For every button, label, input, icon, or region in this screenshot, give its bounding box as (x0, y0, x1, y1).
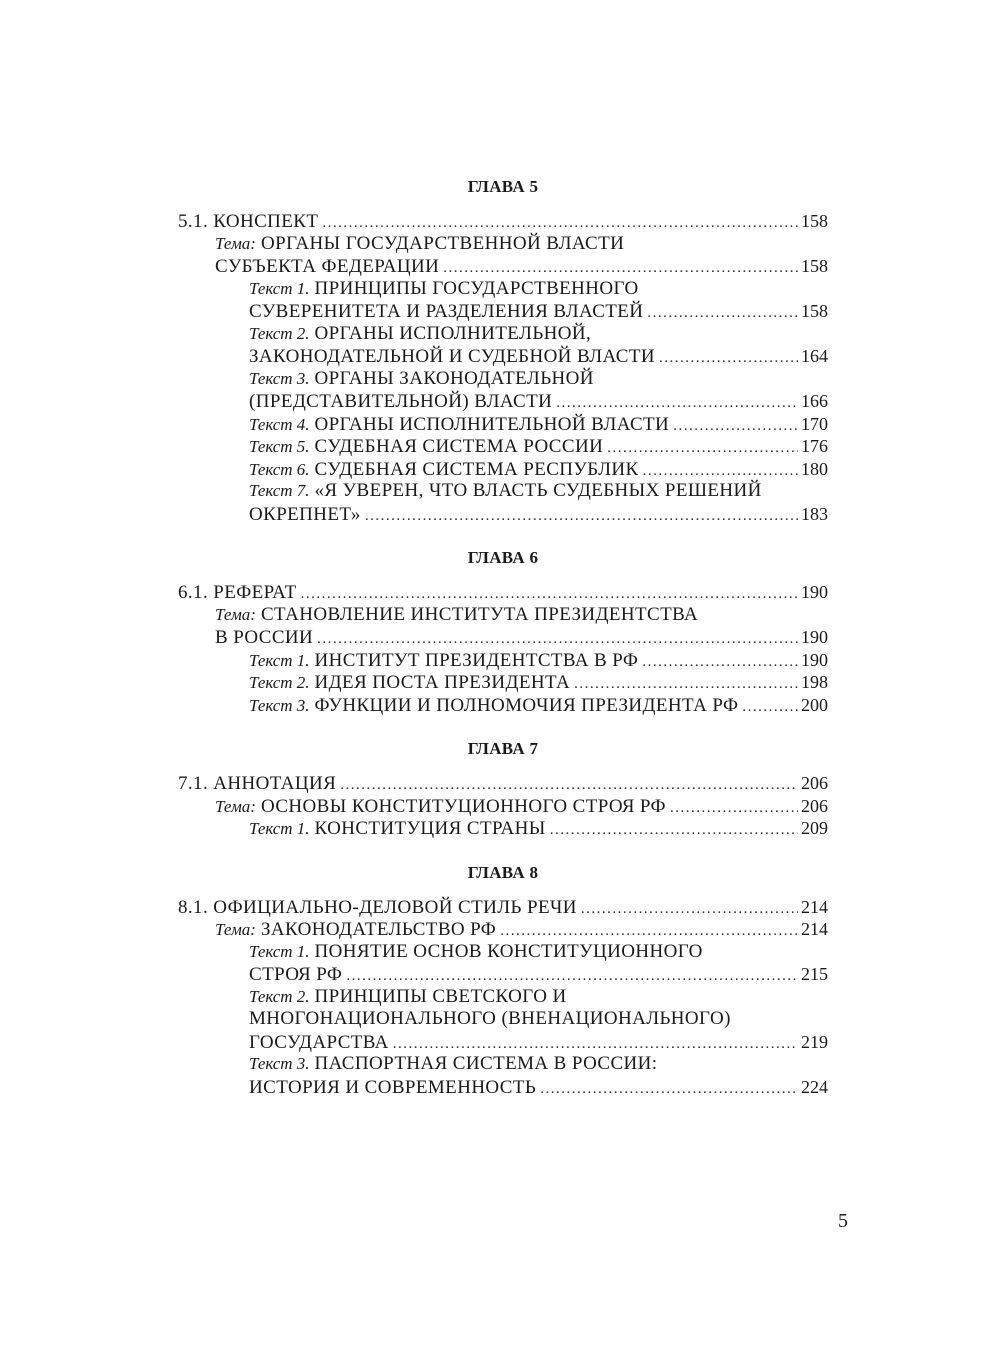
entry-label: Текст 3. (249, 368, 310, 388)
entry-page-number: 200 (801, 694, 828, 715)
entry-page-number: 183 (801, 503, 828, 524)
text-entry[interactable] (178, 323, 828, 346)
toc-list (178, 581, 828, 716)
dot-leader (556, 392, 798, 415)
entry-label: Текст 1. (249, 650, 310, 670)
text-entry[interactable] (178, 1008, 828, 1031)
chapter-block (178, 170, 828, 525)
entry-page-number: 209 (801, 818, 828, 838)
entry-page-number: 206 (801, 795, 828, 816)
text-entry[interactable] (178, 390, 828, 413)
entry-title: ЗАКОНОДАТЕЛЬНОЙ И СУДЕБНОЙ ВЛАСТИ (249, 346, 655, 367)
topic-entry[interactable] (178, 233, 828, 256)
entry-label: Текст 3. (249, 695, 310, 715)
entry-page-number: 198 (801, 672, 828, 692)
entry-title: ПРИНЦИПЫ СВЕТСКОГО И (314, 985, 567, 1007)
dot-leader (647, 302, 798, 325)
entry-title: (ПРЕДСТАВИТЕЛЬНОЙ) ВЛАСТИ (249, 391, 553, 412)
dot-leader (443, 257, 798, 280)
section-entry[interactable] (178, 896, 828, 919)
toc-list (178, 772, 828, 840)
entry-title: ОКРЕПНЕТ» (249, 503, 361, 525)
dot-leader (365, 505, 798, 528)
section-entry[interactable] (178, 772, 828, 795)
entry-title: 7.1. АННОТАЦИЯ (178, 773, 337, 794)
text-entry[interactable] (178, 986, 828, 1009)
entry-title: ПРИНЦИПЫ ГОСУДАРСТВЕННОГО (314, 277, 639, 299)
entry-label: Текст 2. (249, 986, 310, 1006)
entry-title: ИДЕЯ ПОСТА ПРЕЗИДЕНТА (314, 672, 571, 693)
entry-label: Тема: (215, 233, 256, 253)
dot-leader (581, 898, 798, 921)
text-entry[interactable] (178, 963, 828, 986)
entry-page-number: 164 (801, 346, 828, 366)
entry-title: ЗАКОНОДАТЕЛЬСТВО РФ (260, 919, 497, 940)
dot-leader (301, 583, 798, 606)
topic-entry[interactable] (178, 795, 828, 818)
entry-label: Тема: (215, 604, 256, 624)
text-entry[interactable] (178, 941, 828, 964)
topic-entry[interactable] (178, 604, 828, 627)
section-entry[interactable] (178, 581, 828, 604)
entry-label: Тема: (215, 796, 256, 816)
entry-page-number: 224 (801, 1076, 828, 1097)
entry-page-number: 158 (801, 301, 828, 321)
text-entry[interactable] (178, 413, 828, 436)
page-number: 5 (838, 1210, 848, 1232)
chapter-title: ГЛАВА 5 (467, 177, 539, 196)
text-entry[interactable] (178, 1076, 828, 1099)
entry-page-number: 214 (801, 896, 828, 917)
toc-list (178, 896, 828, 1099)
entry-page-number: 214 (801, 919, 828, 939)
dot-leader (670, 797, 798, 820)
entry-page-number: 190 (801, 627, 828, 647)
entry-label: Текст 2. (249, 323, 310, 343)
chapter-title: ГЛАВА 7 (467, 739, 539, 758)
entry-title: ОРГАНЫ ИСПОЛНИТЕЛЬНОЙ, (314, 322, 592, 344)
entry-page-number: 158 (801, 211, 828, 231)
entry-title: СУВЕРЕНИТЕТА И РАЗДЕЛЕНИЯ ВЛАСТЕЙ (249, 301, 644, 322)
entry-title: ОСНОВЫ КОНСТИТУЦИОННОГО СТРОЯ РФ (260, 795, 666, 817)
entry-label: Текст 7. (249, 481, 310, 500)
entry-title: ИНСТИТУТ ПРЕЗИДЕНТСТВА В РФ (314, 649, 639, 671)
entry-title: ПАСПОРТНАЯ СИСТЕМА В РОССИИ: (314, 1053, 658, 1074)
entry-label: Текст 3. (249, 1054, 310, 1073)
entry-title: СТАНОВЛЕНИЕ ИНСТИТУТА ПРЕЗИДЕНТСТВА (260, 603, 699, 625)
entry-label: Текст 2. (249, 673, 310, 692)
chapter-block (178, 541, 828, 716)
entry-page-number: 190 (801, 582, 828, 602)
table-of-contents (178, 170, 828, 1114)
dot-leader (607, 437, 798, 460)
dot-leader (500, 920, 798, 943)
dot-leader (317, 628, 798, 651)
dot-leader (643, 460, 798, 483)
toc-list (178, 210, 828, 525)
dot-leader (550, 819, 798, 842)
text-entry[interactable] (178, 458, 828, 481)
entry-title: ПОНЯТИЕ ОСНОВ КОНСТИТУЦИОННОГО (314, 940, 703, 962)
dot-leader (574, 673, 798, 696)
dot-leader (340, 774, 798, 797)
text-entry[interactable] (178, 503, 828, 526)
text-entry[interactable] (178, 368, 828, 391)
entry-label: Тема: (215, 920, 256, 939)
entry-title: В РОССИИ (215, 627, 314, 648)
dot-leader (742, 696, 798, 719)
entry-page-number: 180 (801, 458, 828, 479)
entry-label: Текст 4. (249, 414, 310, 434)
entry-label: Текст 1. (249, 941, 310, 961)
entry-label: Текст 1. (249, 278, 310, 298)
entry-title: 5.1. КОНСПЕКТ (178, 211, 319, 232)
chapter-title: ГЛАВА 6 (467, 548, 539, 567)
entry-title: ГОСУДАРСТВА (249, 1031, 389, 1053)
text-entry[interactable] (178, 1031, 828, 1054)
entry-title: 6.1. РЕФЕРАТ (178, 582, 297, 603)
text-entry[interactable] (178, 435, 828, 458)
entry-title: «Я УВЕРЕН, ЧТО ВЛАСТЬ СУДЕБНЫХ РЕШЕНИЙ (314, 480, 762, 501)
entry-page-number: 166 (801, 391, 828, 411)
entry-label: Текст 1. (249, 819, 310, 838)
text-entry[interactable] (178, 694, 828, 717)
dot-leader (659, 347, 798, 370)
entry-page-number: 206 (801, 773, 828, 793)
entry-title: СУДЕБНАЯ СИСТЕМА РОССИИ (314, 436, 604, 457)
entry-title: 8.1. ОФИЦИАЛЬНО-ДЕЛОВОЙ СТИЛЬ РЕЧИ (178, 896, 577, 918)
topic-entry[interactable] (178, 255, 828, 278)
dot-leader (393, 1033, 798, 1056)
chapter-block (178, 732, 828, 840)
entry-title: ОРГАНЫ ГОСУДАРСТВЕННОЙ ВЛАСТИ (260, 232, 625, 254)
entry-title: КОНСТИТУЦИЯ СТРАНЫ (314, 818, 546, 839)
entry-title: ИСТОРИЯ И СОВРЕМЕННОСТЬ (249, 1076, 537, 1098)
dot-leader (346, 965, 798, 988)
entry-page-number: 170 (801, 413, 828, 434)
topic-entry[interactable] (178, 918, 828, 941)
text-entry[interactable] (178, 300, 828, 323)
entry-title: МНОГОНАЦИОНАЛЬНОГО (ВНЕНАЦИОНАЛЬНОГО) (249, 1008, 731, 1029)
dot-leader (322, 212, 798, 235)
entry-title: ОРГАНЫ ЗАКОНОДАТЕЛЬНОЙ (314, 367, 594, 389)
entry-page-number: 158 (801, 256, 828, 276)
entry-label: Текст 6. (249, 459, 310, 479)
dot-leader (673, 415, 798, 438)
entry-title: СТРОЯ РФ (249, 964, 343, 985)
text-entry[interactable] (178, 1053, 828, 1076)
text-entry[interactable] (178, 345, 828, 368)
chapter-block (178, 856, 828, 1099)
text-entry[interactable] (178, 480, 828, 503)
text-entry[interactable] (178, 278, 828, 301)
text-entry[interactable] (178, 817, 828, 840)
entry-page-number: 176 (801, 436, 828, 456)
entry-title: ФУНКЦИИ И ПОЛНОМОЧИЯ ПРЕЗИДЕНТА РФ (314, 694, 739, 716)
entry-page-number: 219 (801, 1031, 828, 1052)
entry-page-number: 190 (801, 649, 828, 670)
entry-title: СУБЪЕКТА ФЕДЕРАЦИИ (215, 256, 440, 277)
topic-entry[interactable] (178, 626, 828, 649)
entry-title: СУДЕБНАЯ СИСТЕМА РЕСПУБЛИК (314, 458, 639, 480)
entry-title: ОРГАНЫ ИСПОЛНИТЕЛЬНОЙ ВЛАСТИ (314, 413, 670, 435)
section-entry[interactable] (178, 210, 828, 233)
dot-leader (540, 1078, 798, 1101)
text-entry[interactable] (178, 649, 828, 672)
entry-label: Текст 5. (249, 437, 310, 456)
entry-page-number: 215 (801, 964, 828, 984)
chapter-title: ГЛАВА 8 (467, 862, 539, 882)
dot-leader (642, 651, 798, 674)
text-entry[interactable] (178, 671, 828, 694)
